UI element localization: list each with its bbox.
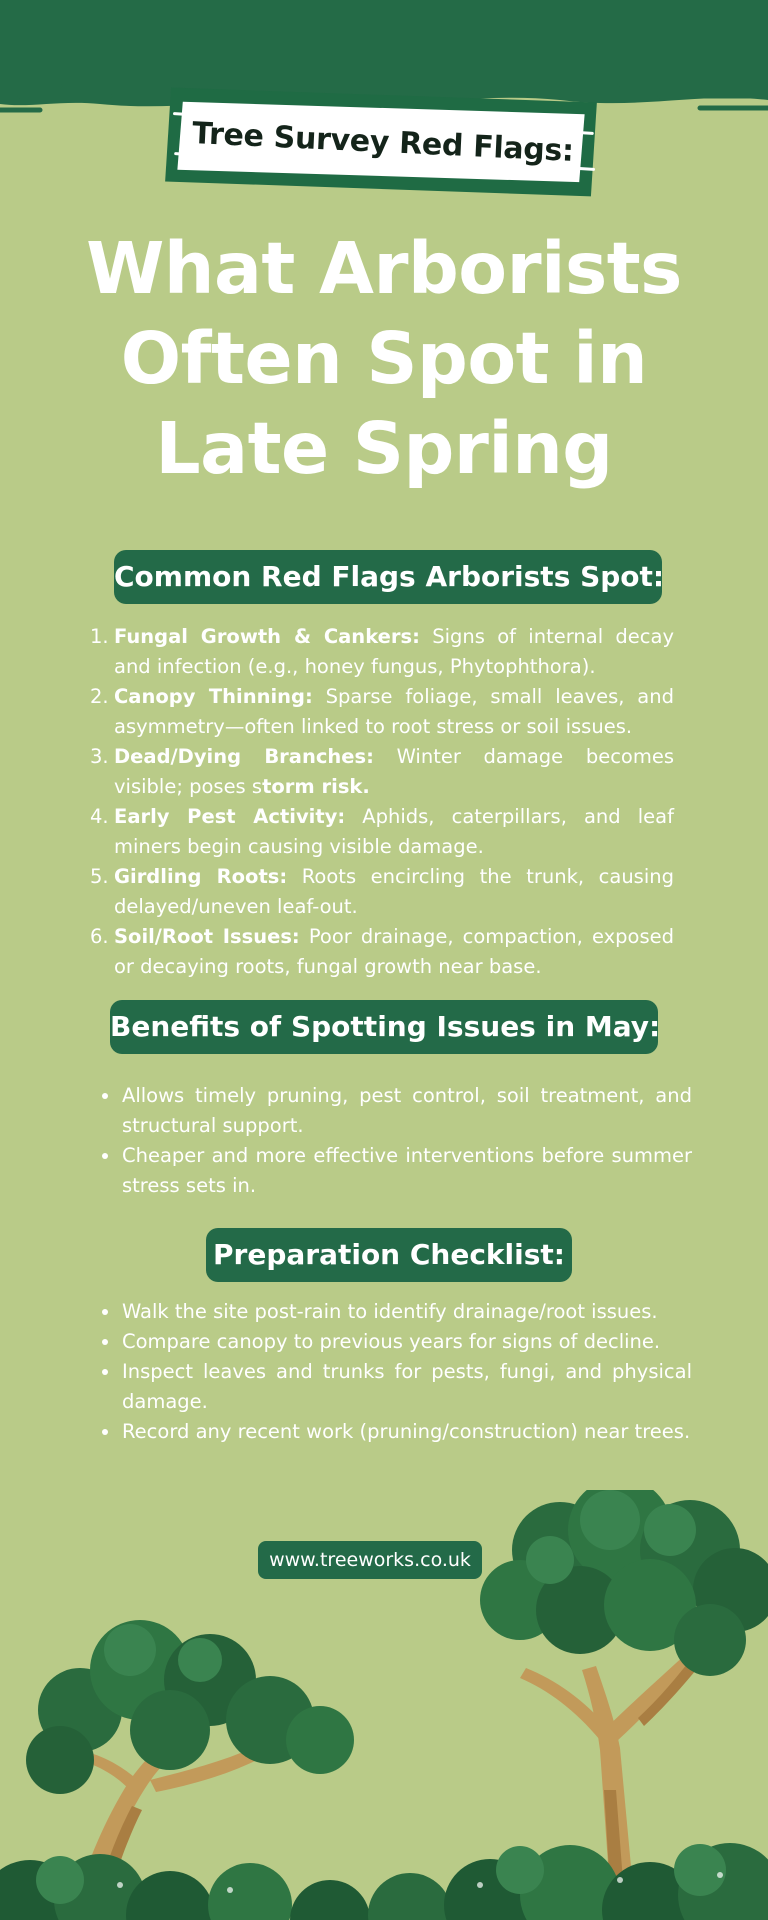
title-line: What Arborists [86,227,682,310]
title-line: Often Spot in [120,317,648,400]
list-item [90,802,674,862]
item-term: Fungal Growth & Cankers: [114,625,420,648]
red-flags-list [90,622,674,982]
list-item [90,862,674,922]
item-text: Aphids, caterpillars, and leaf miners begin causing visible damage. [114,805,674,858]
list-item: Walk the site post-rain to identify drainage/root issues. [98,1297,692,1327]
item-text: Signs of internal decay and infection (e.g., honey fungus, Phytophthora). [114,625,674,678]
item-term: Early Pest Activity: [114,805,346,828]
item-term: Dead/Dying Branches: [114,745,374,768]
checklist-list [98,1297,692,1447]
title-banner [163,83,603,200]
item-text: Poor drainage, compaction, exposed or decaying roots, fungal growth near base. [114,925,674,978]
list-item: Allows timely pruning, pest control, soil treatment, and structural support. [98,1081,692,1141]
item-text: Roots encircling the trunk, causing delayed/uneven leaf-out. [114,865,674,918]
list-item [90,742,674,802]
benefits-heading: Benefits of Spotting Issues in May: [110,1000,658,1054]
checklist-heading: Preparation Checklist: [206,1228,572,1282]
trees-illustration [0,1490,768,1920]
benefits-list [98,1081,692,1201]
list-item [90,922,674,982]
website-link[interactable]: www.treeworks.co.uk [258,1541,482,1579]
item-number: 6. [90,925,109,948]
item-term: Canopy Thinning: [114,685,313,708]
item-text: Winter damage becomes visible; poses s [114,745,674,798]
item-text: Sparse foliage, small leaves, and asymmetry—often linked to root stress or soil issues. [114,685,674,738]
item-term: Soil/Root Issues: [114,925,300,948]
list-item: Compare canopy to previous years for signs of decline. [98,1327,692,1357]
page-title [40,224,728,494]
list-item: Cheaper and more effective interventions before summer stress sets in. [98,1141,692,1201]
item-number: 2. [90,685,109,708]
item-number: 1. [90,625,109,648]
title-line: Late Spring [155,407,613,490]
list-item [90,682,674,742]
red-flags-heading: Common Red Flags Arborists Spot: [114,550,662,604]
item-term: Girdling Roots: [114,865,288,888]
item-number: 5. [90,865,109,888]
item-number: 4. [90,805,109,828]
list-item: Inspect leaves and trunks for pests, fungi, and physical damage. [98,1357,692,1417]
banner-label: Tree Survey Red Flags: [191,115,575,169]
list-item [90,622,674,682]
item-term-tail: torm risk. [262,775,370,798]
list-item: Record any recent work (pruning/construction) near trees. [98,1417,692,1447]
item-number: 3. [90,745,109,768]
